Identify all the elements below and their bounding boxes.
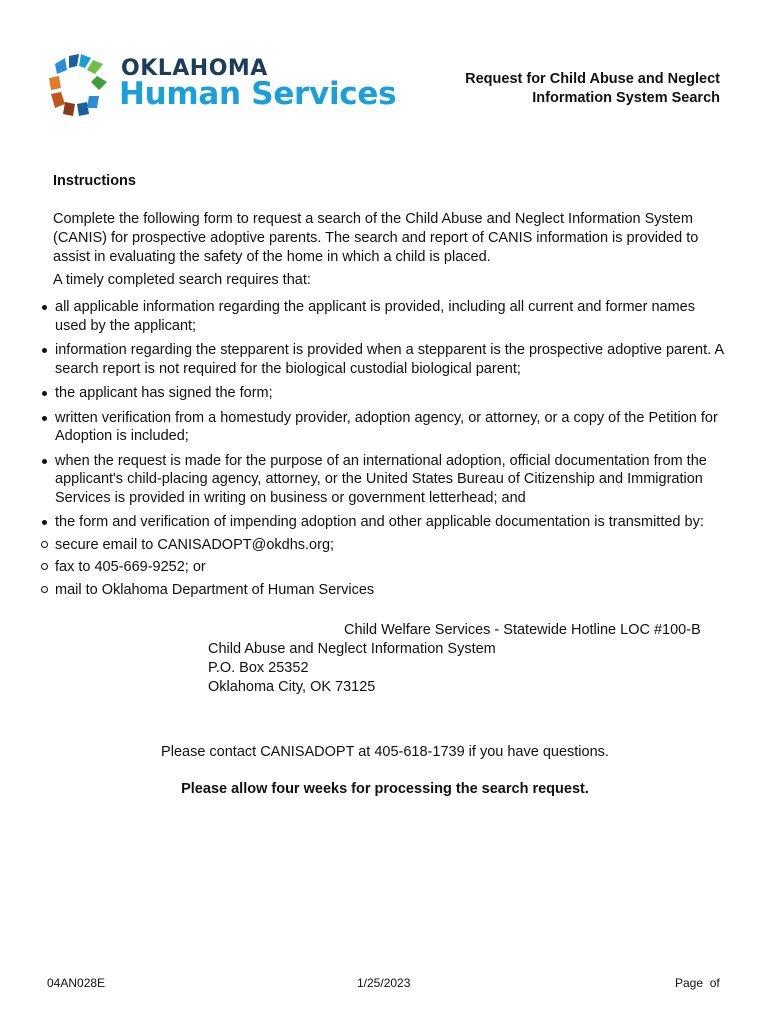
form-title-line1: Request for Child Abuse and Neglect — [465, 71, 720, 87]
list-item: the form and verification of impending adoption and other applicable documentation is transmitted by: — [40, 513, 730, 532]
address-line-1: Child Welfare Services - Statewide Hotline LOC #100-B — [344, 622, 701, 638]
form-number: 04AN028E — [47, 976, 106, 990]
requirements-list — [40, 298, 730, 603]
address-line-4: Oklahoma City, OK 73125 — [208, 679, 376, 695]
sub-list-item: secure email to CANISADOPT@okdhs.org; — [40, 536, 730, 555]
contact-text: Please contact CANISADOPT at 405-618-1739 if you have questions. — [161, 744, 609, 760]
sub-list-item: fax to 405-669-9252; or — [40, 558, 730, 577]
form-title-line2: Information System Search — [532, 90, 720, 106]
agency-logo — [47, 52, 397, 122]
form-title — [465, 70, 720, 108]
requirements-lead: A timely completed search requires that: — [53, 272, 311, 288]
logo-oklahoma-text: OKLAHOMA — [121, 56, 268, 81]
list-item: written verification from a homestudy provider, adoption agency, or attorney, or a copy of the Petition for Adoption is included; — [40, 409, 730, 446]
form-date: 1/25/2023 — [357, 976, 411, 990]
logo-human-services-text: Human Services — [119, 76, 397, 112]
address-line-3: P.O. Box 25352 — [208, 660, 309, 676]
page-number: Page of — [675, 976, 720, 990]
address-line-2: Child Abuse and Neglect Information System — [208, 641, 496, 657]
processing-note: Please allow four weeks for processing the search request. — [181, 781, 589, 797]
list-item: the applicant has signed the form; — [40, 384, 730, 403]
sub-list-item: mail to Oklahoma Department of Human Services — [40, 581, 730, 600]
instructions-heading: Instructions — [53, 173, 136, 189]
list-item: information regarding the stepparent is provided when a stepparent is the prospective adoptive parent. A search report is not required for the biological custodial biological parent; — [40, 341, 730, 378]
list-item: when the request is made for the purpose of an international adoption, official documentation from the applicant's child-placing agency, attorney, or the United States Bureau of Citizenship and Immigration Services is provided in writing on business or government letterhead; and — [40, 452, 730, 508]
instructions-intro: Complete the following form to request a search of the Child Abuse and Neglect Information System (CANIS) for prospective adoptive parents. The search and report of CANIS information is provided to assist in evaluating the safety of the home in which a child is placed. — [53, 211, 699, 265]
list-item: all applicable information regarding the applicant is provided, including all current and former names used by the applicant; — [40, 298, 730, 335]
logo-emblem-icon — [47, 52, 109, 118]
